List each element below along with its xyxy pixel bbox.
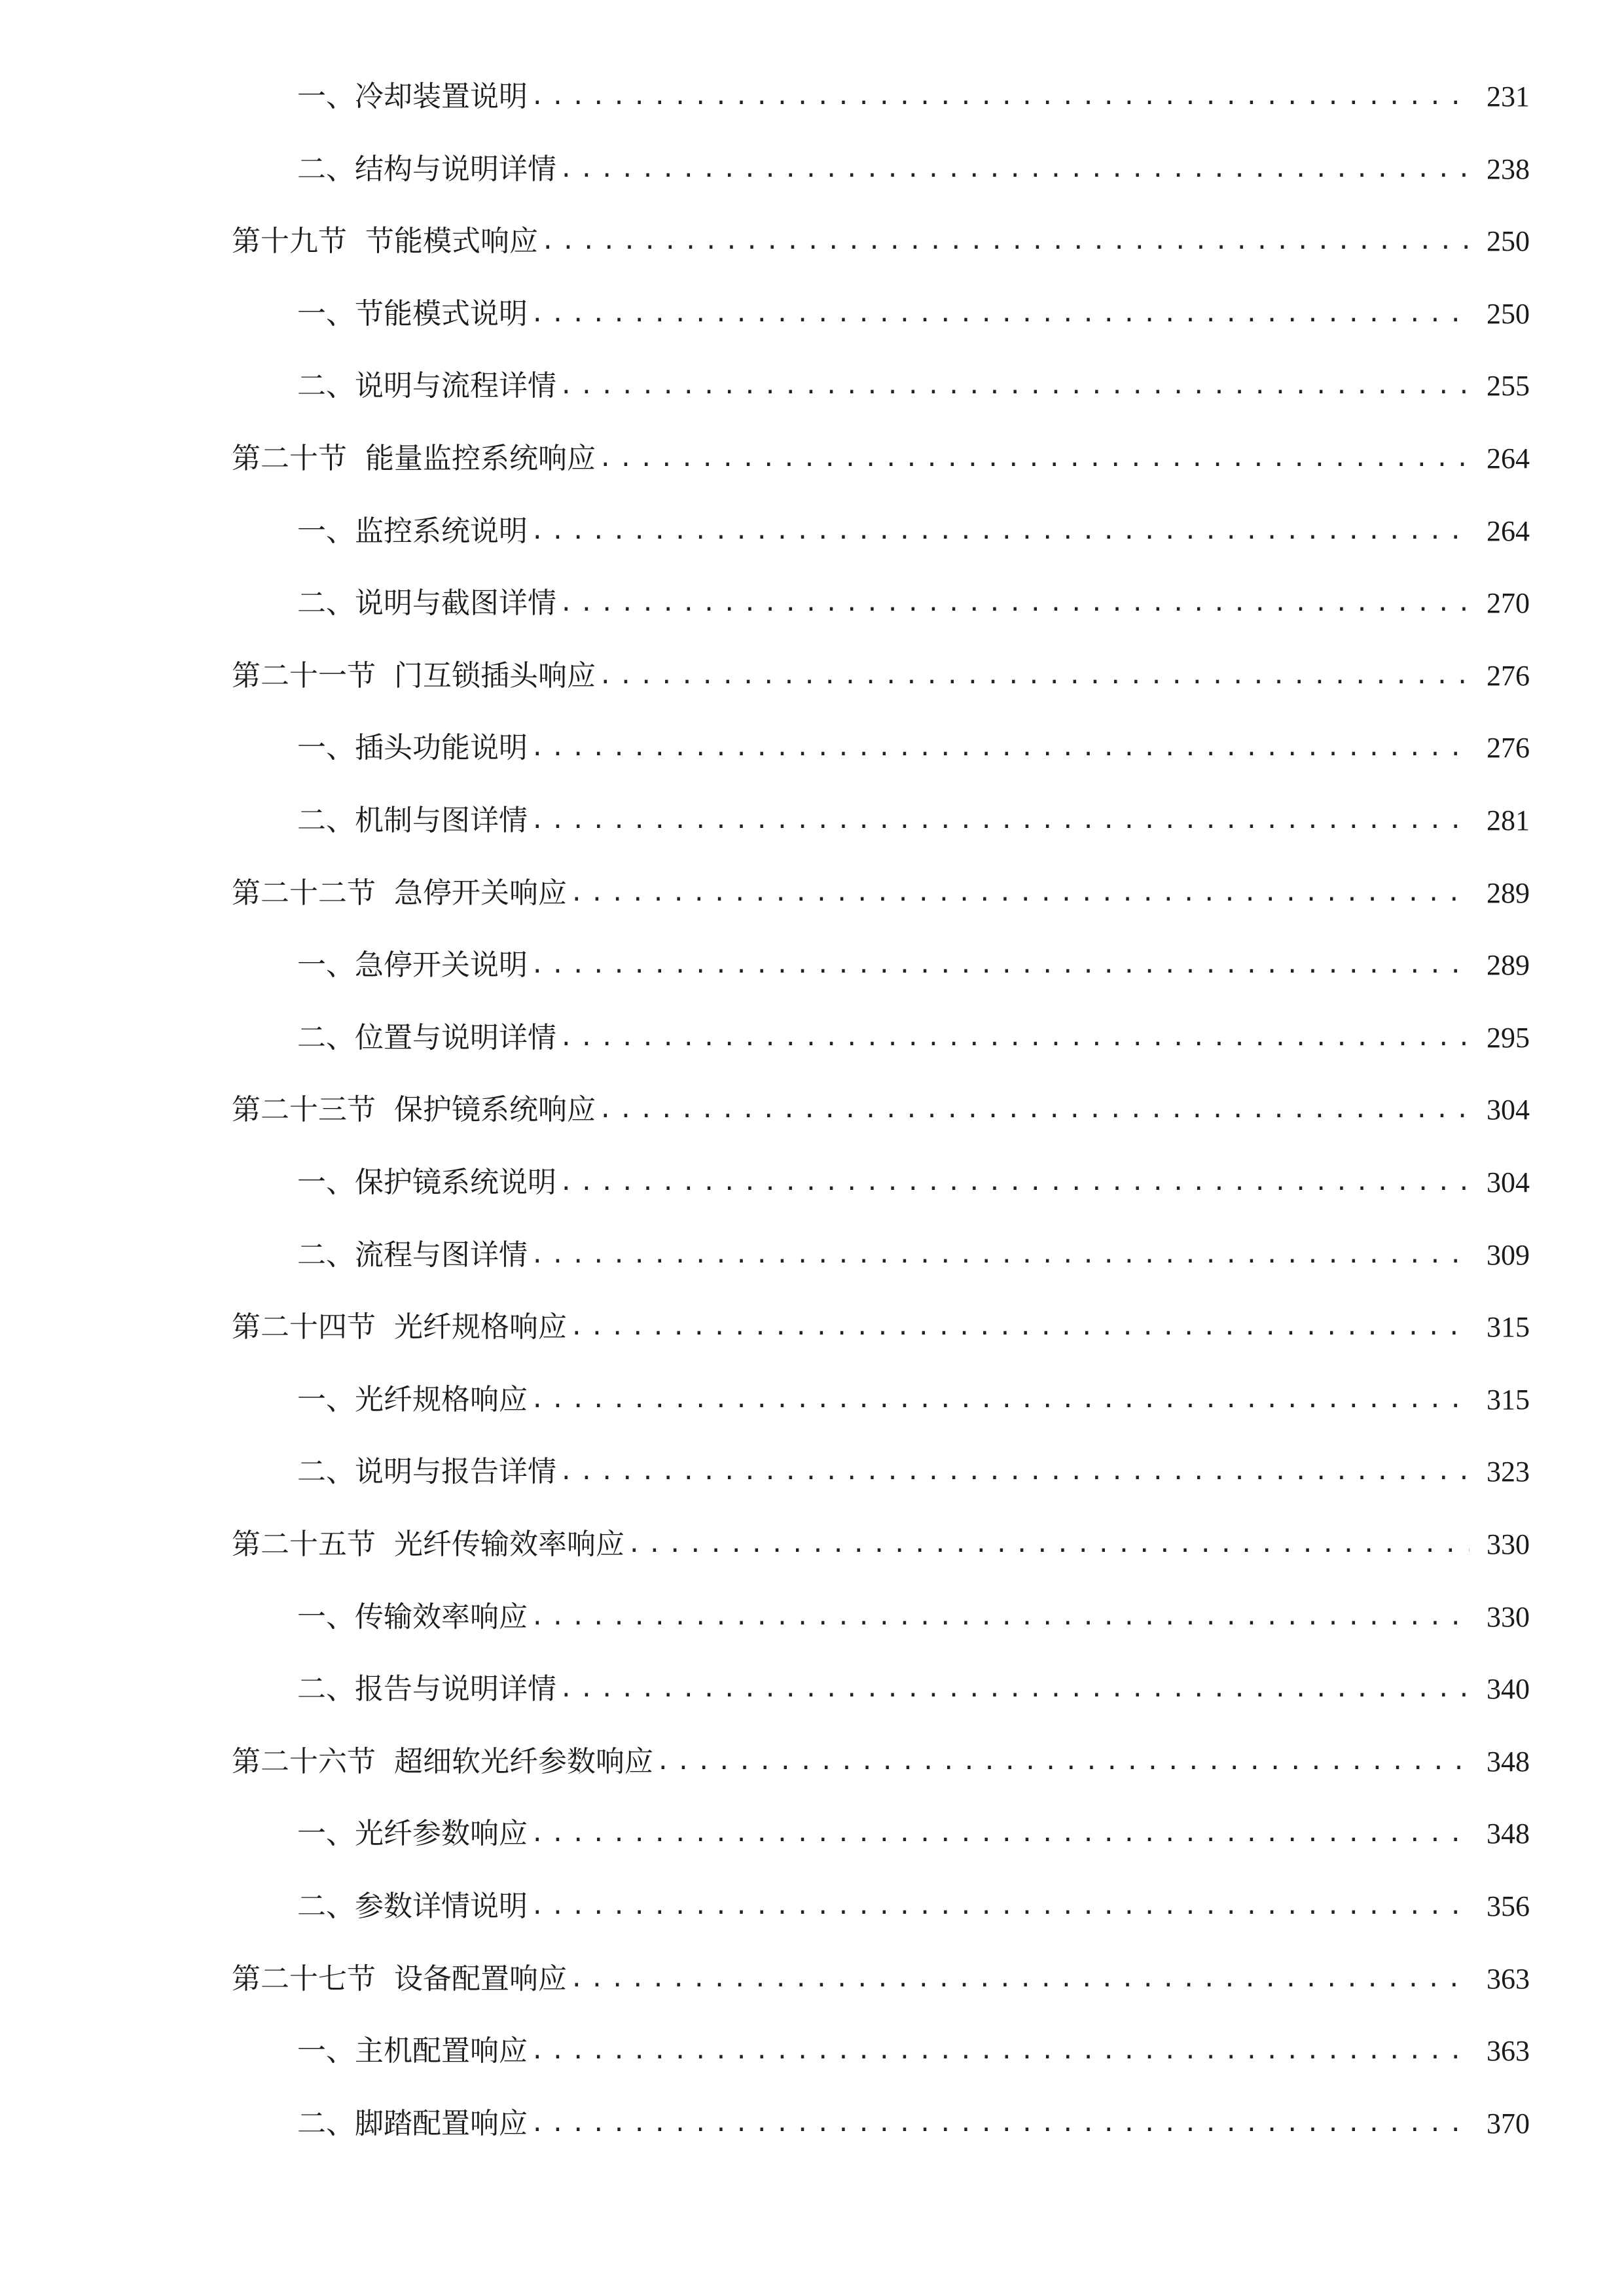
toc-section-entry[interactable] [232, 1739, 1530, 1785]
toc-item-number: 二、 [297, 2107, 355, 2140]
toc-subsection-entry[interactable] [297, 147, 1530, 192]
toc-item-number: 一、 [297, 948, 355, 982]
toc-section-entry[interactable] [232, 219, 1530, 264]
toc-entry-title: 说明与截图详情 [355, 586, 556, 620]
toc-entry-title: 保护镜系统响应 [394, 1093, 596, 1126]
toc-dot-leader [530, 1377, 1470, 1423]
toc-section-number: 第二十一节 [232, 659, 376, 692]
toc-dot-leader [530, 1811, 1470, 1857]
toc-subsection-entry[interactable] [297, 1449, 1530, 1495]
toc-page-number: 304 [1487, 1094, 1530, 1126]
toc-dot-leader [569, 1956, 1470, 2002]
toc-page-number: 295 [1487, 1022, 1530, 1054]
toc-entry-title: 光纤规格响应 [394, 1310, 567, 1344]
toc-subsection-entry[interactable] [297, 509, 1530, 554]
toc-entry-title: 设备配置响应 [394, 1962, 567, 1996]
toc-item-number: 二、 [297, 586, 355, 620]
toc-page-number: 340 [1487, 1673, 1530, 1705]
toc-entry-title: 门互锁插头响应 [394, 659, 596, 692]
toc-page-number: 348 [1487, 1818, 1530, 1850]
toc-dot-leader [530, 2101, 1470, 2147]
toc-subsection-entry[interactable] [297, 2028, 1530, 2074]
toc-section-number: 第二十四节 [232, 1310, 376, 1344]
toc-entry-title: 急停开关说明 [355, 948, 528, 982]
toc-page-number: 330 [1487, 1601, 1530, 1633]
toc-section-number: 第二十三节 [232, 1093, 376, 1126]
toc-dot-leader [598, 436, 1470, 482]
toc-entry-title: 超细软光纤参数响应 [394, 1745, 653, 1778]
toc-entry-title: 急停开关响应 [394, 876, 567, 910]
toc-entry-title: 脚踏配置响应 [355, 2107, 528, 2140]
toc-subsection-entry[interactable] [297, 2101, 1530, 2147]
toc-entry-title: 能量监控系统响应 [365, 442, 596, 475]
toc-subsection-entry[interactable] [297, 1015, 1530, 1061]
toc-subsection-entry[interactable] [297, 291, 1530, 337]
toc-dot-leader [559, 1015, 1470, 1061]
toc-section-entry[interactable] [232, 870, 1530, 916]
toc-page-number: 255 [1487, 370, 1530, 402]
toc-subsection-entry[interactable] [297, 725, 1530, 771]
toc-page-number: 304 [1487, 1166, 1530, 1198]
toc-dot-leader [530, 725, 1470, 771]
toc-entry-title: 参数详情说明 [355, 1890, 528, 1923]
toc-item-number: 一、 [297, 297, 355, 331]
toc-section-entry[interactable] [232, 1522, 1530, 1568]
toc-dot-leader [559, 363, 1470, 409]
toc-dot-leader [569, 870, 1470, 916]
toc-page-number: 315 [1487, 1384, 1530, 1416]
toc-item-number: 一、 [297, 80, 355, 113]
toc-dot-leader [627, 1522, 1470, 1568]
toc-subsection-entry[interactable] [297, 74, 1530, 120]
toc-item-number: 一、 [297, 1600, 355, 1634]
toc-section-number: 第二十五节 [232, 1528, 376, 1561]
toc-entry-title: 节能模式响应 [365, 224, 538, 258]
toc-entry-title: 机制与图详情 [355, 804, 528, 837]
toc-section-number: 第二十六节 [232, 1745, 376, 1778]
toc-subsection-entry[interactable] [297, 1884, 1530, 1929]
toc-section-number: 第二十二节 [232, 876, 376, 910]
toc-subsection-entry[interactable] [297, 363, 1530, 409]
toc-dot-leader [569, 1304, 1470, 1350]
toc-dot-leader [530, 798, 1470, 844]
toc-subsection-entry[interactable] [297, 798, 1530, 844]
toc-page-number: 370 [1487, 2108, 1530, 2140]
toc-item-number: 一、 [297, 2034, 355, 2068]
toc-page-number: 270 [1487, 587, 1530, 619]
toc-entry-title: 光纤传输效率响应 [394, 1528, 624, 1561]
toc-entry-title: 冷却装置说明 [355, 80, 528, 113]
toc-page-number: 289 [1487, 877, 1530, 909]
toc-section-entry[interactable] [232, 653, 1530, 699]
toc-subsection-entry[interactable] [297, 1666, 1530, 1712]
toc-dot-leader [530, 1232, 1470, 1278]
toc-item-number: 一、 [297, 1383, 355, 1416]
toc-page-number: 276 [1487, 660, 1530, 692]
toc-item-number: 二、 [297, 369, 355, 403]
toc-dot-leader [559, 581, 1470, 626]
toc-item-number: 二、 [297, 1021, 355, 1054]
toc-section-entry[interactable] [232, 1087, 1530, 1133]
toc-subsection-entry[interactable] [297, 942, 1530, 988]
toc-entry-title: 传输效率响应 [355, 1600, 528, 1634]
toc-section-number: 第十九节 [232, 224, 347, 258]
toc-item-number: 二、 [297, 1890, 355, 1923]
toc-dot-leader [530, 291, 1470, 337]
toc-subsection-entry[interactable] [297, 1377, 1530, 1423]
toc-dot-leader [598, 653, 1470, 699]
toc-dot-leader [530, 1884, 1470, 1929]
toc-page-number: 250 [1487, 225, 1530, 257]
toc-dot-leader [559, 1666, 1470, 1712]
toc-dot-leader [530, 509, 1470, 554]
toc-dot-leader [530, 2028, 1470, 2074]
toc-item-number: 二、 [297, 804, 355, 837]
toc-entry-title: 主机配置响应 [355, 2034, 528, 2068]
toc-page-number: 309 [1487, 1239, 1530, 1271]
toc-entry-title: 流程与图详情 [355, 1238, 528, 1272]
toc-page-number: 315 [1487, 1311, 1530, 1343]
toc-item-number: 二、 [297, 1238, 355, 1272]
toc-page-number: 276 [1487, 732, 1530, 764]
toc-entry-title: 保护镜系统说明 [355, 1166, 556, 1199]
toc-dot-leader [559, 1449, 1470, 1495]
toc-item-number: 二、 [297, 1455, 355, 1488]
toc-page-number: 323 [1487, 1456, 1530, 1488]
toc-page-number: 363 [1487, 1963, 1530, 1995]
toc-entry-title: 报告与说明详情 [355, 1672, 556, 1706]
toc-item-number: 一、 [297, 1817, 355, 1850]
toc-dot-leader [656, 1739, 1470, 1785]
toc-page-number: 264 [1487, 515, 1530, 547]
toc-dot-leader [541, 219, 1470, 264]
toc-item-number: 二、 [297, 1672, 355, 1706]
toc-page-number: 238 [1487, 153, 1530, 185]
toc-subsection-entry[interactable] [297, 1232, 1530, 1278]
toc-entry-title: 结构与说明详情 [355, 152, 556, 186]
toc-section-entry[interactable] [232, 436, 1530, 482]
toc-section-number: 第二十七节 [232, 1962, 376, 1996]
toc-subsection-entry[interactable] [297, 581, 1530, 626]
toc-dot-leader [559, 1160, 1470, 1206]
toc-dot-leader [598, 1087, 1470, 1133]
toc-dot-leader [559, 147, 1470, 192]
toc-page-number: 330 [1487, 1528, 1530, 1560]
toc-item-number: 一、 [297, 514, 355, 548]
toc-section-entry[interactable] [232, 1956, 1530, 2002]
toc-subsection-entry[interactable] [297, 1811, 1530, 1857]
toc-entry-title: 光纤规格响应 [355, 1383, 528, 1416]
toc-dot-leader [530, 942, 1470, 988]
toc-page-number: 363 [1487, 2035, 1530, 2067]
toc-entry-title: 插头功能说明 [355, 731, 528, 764]
toc-section-number: 第二十节 [232, 442, 347, 475]
toc-page-number: 264 [1487, 442, 1530, 475]
toc-page-number: 356 [1487, 1890, 1530, 1922]
toc-section-entry[interactable] [232, 1304, 1530, 1350]
toc-page-number: 281 [1487, 804, 1530, 836]
toc-entry-title: 监控系统说明 [355, 514, 528, 548]
toc-item-number: 二、 [297, 152, 355, 186]
toc-page-number: 348 [1487, 1746, 1530, 1778]
toc-page-number: 231 [1487, 81, 1530, 113]
toc-entry-title: 说明与流程详情 [355, 369, 556, 403]
toc-entry-title: 说明与报告详情 [355, 1455, 556, 1488]
toc-page-number: 289 [1487, 949, 1530, 981]
toc-entry-title: 节能模式说明 [355, 297, 528, 331]
toc-dot-leader [530, 74, 1470, 120]
toc-entry-title: 位置与说明详情 [355, 1021, 556, 1054]
toc-subsection-entry[interactable] [297, 1594, 1530, 1640]
toc-entry-title: 光纤参数响应 [355, 1817, 528, 1850]
toc-dot-leader [530, 1594, 1470, 1640]
toc-subsection-entry[interactable] [297, 1160, 1530, 1206]
toc-item-number: 一、 [297, 1166, 355, 1199]
toc-item-number: 一、 [297, 731, 355, 764]
toc-page-number: 250 [1487, 298, 1530, 330]
